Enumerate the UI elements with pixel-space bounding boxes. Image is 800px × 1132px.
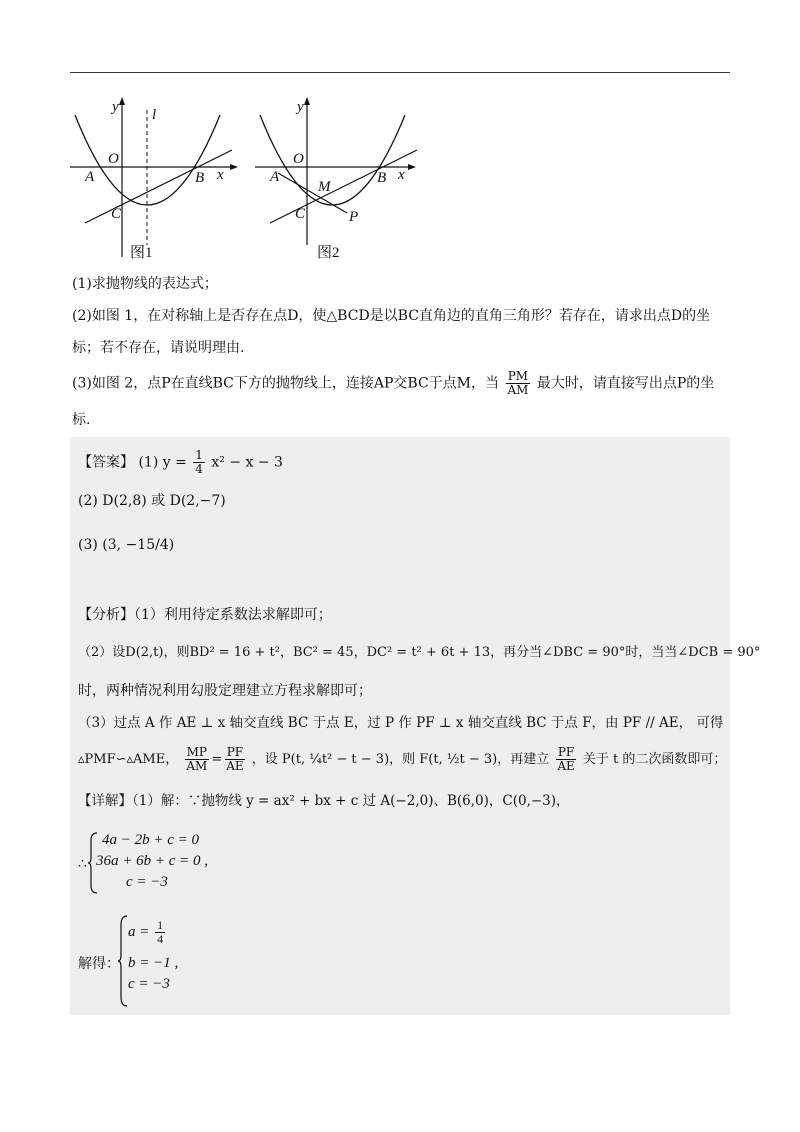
equation-system-2	[78, 913, 238, 1013]
answer-1	[78, 449, 283, 476]
analysis-3-similar: ▵PMF∽▵AME，	[78, 752, 179, 767]
system-1-eq-1: 4a − 2b + c = 0	[102, 832, 200, 848]
figure-1	[70, 95, 250, 269]
question-3-line-1	[72, 370, 714, 397]
question-1: (1)求抛物线的表达式；	[72, 276, 218, 292]
system-2-eq-a	[128, 919, 167, 946]
fig1-label-c: C	[111, 206, 122, 222]
fraction-denominator: AE	[226, 759, 244, 773]
fraction-numerator: PF	[226, 745, 244, 759]
analysis-3-end: 关于 t 的二次函数即可；	[582, 752, 727, 767]
system-1-eq-3: c = −3	[126, 874, 168, 890]
analysis-3-line-2	[78, 746, 726, 773]
answer-3-value: (3, −15/4)	[102, 537, 175, 553]
analysis-label: 【分析】	[78, 607, 134, 623]
question-3-suffix: 最大时，请直接写出点P的坐	[536, 375, 715, 392]
system-1-eq-2: 36a + 6b + c = 0 ,	[96, 853, 209, 869]
question-2-line-2: 标；若不存在，请说明理由.	[72, 340, 245, 356]
fig1-label-x: x	[217, 167, 224, 183]
fraction-numerator: PF	[557, 745, 575, 759]
system-2-eq-b: b = −1 ,	[128, 955, 179, 971]
analysis-3-equals: =	[211, 752, 223, 767]
fig2-label-o: O	[293, 151, 304, 167]
header-rule	[70, 72, 730, 73]
fraction-numerator: 1	[157, 918, 164, 932]
figure-2-graph	[255, 95, 435, 265]
analysis-2-line-1: （2）设D(2,t)，则BD² = 16 + t²，BC² = 45，DC² = t² + 6t + 13，再分当∠DBC = 90°时，当当∠DCB = 90°	[78, 645, 761, 660]
analysis-3-fraction-3	[555, 746, 576, 773]
analysis-2-line-2: 时，两种情况利用勾股定理建立方程求解即可；	[78, 683, 372, 699]
fig1-caption: 图1	[130, 245, 153, 261]
fig2-label-x: x	[398, 167, 405, 183]
answer-1-suffix: x² − x − 3	[211, 454, 283, 471]
fig1-label-b: B	[195, 170, 205, 186]
solve-label: 解得：	[78, 956, 120, 972]
question-3-fraction	[505, 370, 530, 397]
fig1-label-a: A	[85, 169, 95, 185]
fraction-numerator: MP	[186, 745, 208, 759]
answer-label: 【答案】	[78, 454, 134, 471]
fig2-label-b: B	[377, 170, 387, 186]
fig2-label-a: A	[270, 169, 280, 185]
answer-1-prefix: (1) y =	[138, 454, 187, 471]
fraction-denominator: AE	[557, 759, 575, 773]
figure-1-graph	[70, 95, 250, 265]
detail-1	[78, 790, 570, 812]
analysis-3-middle: ，设 P(t, ¼t² − t − 3)，则 F(t, ½t − 3)，再建立	[251, 752, 550, 767]
analysis-1	[78, 604, 332, 626]
analysis-3-fraction-1	[184, 746, 209, 773]
answer-2: (2) D(2,8) 或 D(2,−7)	[78, 493, 226, 509]
fraction-numerator: PM	[507, 369, 529, 383]
fig2-label-c: C	[295, 206, 306, 222]
question-3-line-2: 标.	[72, 412, 91, 428]
fig2-label-p: P	[349, 209, 359, 225]
fig1-label-l: l	[152, 107, 157, 123]
system-2-eq-c: c = −3	[128, 976, 170, 992]
answer-3-prefix: (3)	[78, 537, 98, 553]
fraction-denominator: AM	[186, 759, 208, 773]
question-3-prefix: (3)如图 2，点P在直线BC下方的抛物线上，连接AP交BC于点M，当	[72, 375, 499, 392]
answer-1-fraction	[193, 449, 205, 476]
question-2-line-1: (2)如图 1，在对称轴上是否存在点D，使△BCD是以BC直角边的直角三角形？若存在，请求出点D的坐	[72, 308, 711, 324]
therefore-symbol: ∴	[78, 856, 87, 872]
fig1-label-o: O	[108, 151, 119, 167]
detail-1-text: （1）解：∵抛物线 y = ax² + bx + c 过 A(−2,0)、B(6,0)，C(0,−3)，	[132, 793, 570, 809]
fraction-denominator: AM	[507, 383, 529, 397]
detail-label: 【详解】	[78, 793, 132, 809]
analysis-3-line-1: （3）过点 A 作 AE ⊥ x 轴交直线 BC 于点 E，过 P 作 PF ⊥ x 轴交直线 BC 于点 F，由 PF // AE， 可得	[78, 715, 724, 731]
fraction-numerator: 1	[195, 448, 203, 462]
fig2-caption: 图2	[317, 245, 340, 261]
analysis-1-text: （1）利用待定系数法求解即可；	[134, 607, 332, 623]
analysis-3-fraction-2	[224, 746, 245, 773]
system-2-a-label: a =	[128, 923, 150, 940]
fig2-label-y: y	[297, 99, 304, 115]
fig1-label-y: y	[112, 99, 119, 115]
answer-3	[78, 534, 174, 556]
equation-system-1	[78, 828, 238, 898]
fig2-label-m: M	[318, 179, 331, 195]
fraction-denominator: 4	[157, 932, 164, 946]
system-2-brace	[118, 915, 128, 1007]
system-2-a-fraction	[155, 919, 165, 946]
fraction-denominator: 4	[195, 462, 203, 476]
figure-2	[255, 95, 435, 269]
